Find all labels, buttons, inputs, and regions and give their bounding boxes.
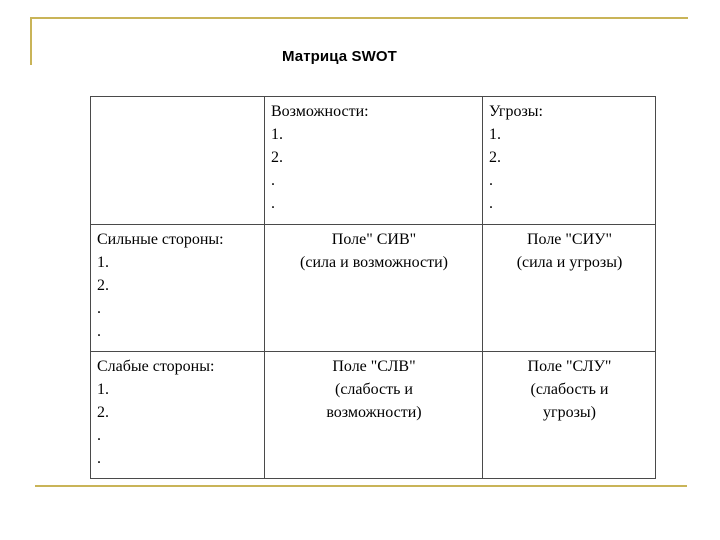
decorative-top-rule (31, 17, 688, 19)
opportunities-item: 1. (271, 126, 283, 143)
field-slv-description-line: (слабость и (334, 381, 413, 398)
threats-item: 1. (489, 126, 501, 143)
field-slv-description-line: возможности) (326, 404, 422, 421)
field-siu-name: Поле "СИУ" (526, 231, 613, 248)
field-siv-description: (сила и возможности) (300, 254, 448, 271)
table-row-header (91, 97, 656, 225)
weaknesses-item: 1. (97, 381, 109, 398)
field-slu-cell (483, 352, 656, 479)
strengths-item: . (97, 323, 101, 340)
threats-item: . (489, 195, 493, 212)
field-slu-description-line: (слабость и (530, 381, 609, 398)
swot-matrix-table (90, 96, 656, 479)
threats-item: 2. (489, 149, 501, 166)
field-siv-cell (265, 225, 483, 352)
weaknesses-item: 2. (97, 404, 109, 421)
decorative-bottom-rule (35, 485, 687, 487)
strengths-cell (91, 225, 265, 352)
opportunities-label: Возможности: (271, 103, 369, 120)
opportunities-header-cell (265, 97, 483, 225)
strengths-item: 1. (97, 254, 109, 271)
weaknesses-item: . (97, 450, 101, 467)
threats-item: . (489, 172, 493, 189)
opportunities-item: . (271, 195, 275, 212)
field-slv-name: Поле "СЛВ" (332, 358, 416, 375)
slide-title: Матрица SWOT (282, 48, 397, 65)
decorative-left-rule (30, 17, 32, 65)
opportunities-item: . (271, 172, 275, 189)
field-slu-name: Поле "СЛУ" (527, 358, 612, 375)
field-siu-description: (сила и угрозы) (516, 254, 623, 271)
threats-header-cell (483, 97, 656, 225)
strengths-label: Сильные стороны: (97, 231, 224, 248)
strengths-item: . (97, 300, 101, 317)
opportunities-item: 2. (271, 149, 283, 166)
table-row-strengths (91, 225, 656, 352)
corner-cell (91, 97, 265, 225)
field-siv-name: Поле" СИВ" (331, 231, 417, 248)
field-slv-cell (265, 352, 483, 479)
field-slu-description-line: угрозы) (543, 404, 596, 421)
threats-label: Угрозы: (489, 103, 543, 120)
weaknesses-label: Слабые стороны: (97, 358, 215, 375)
strengths-item: 2. (97, 277, 109, 294)
field-siu-cell (483, 225, 656, 352)
table-row-weaknesses (91, 352, 656, 479)
weaknesses-cell (91, 352, 265, 479)
weaknesses-item: . (97, 427, 101, 444)
